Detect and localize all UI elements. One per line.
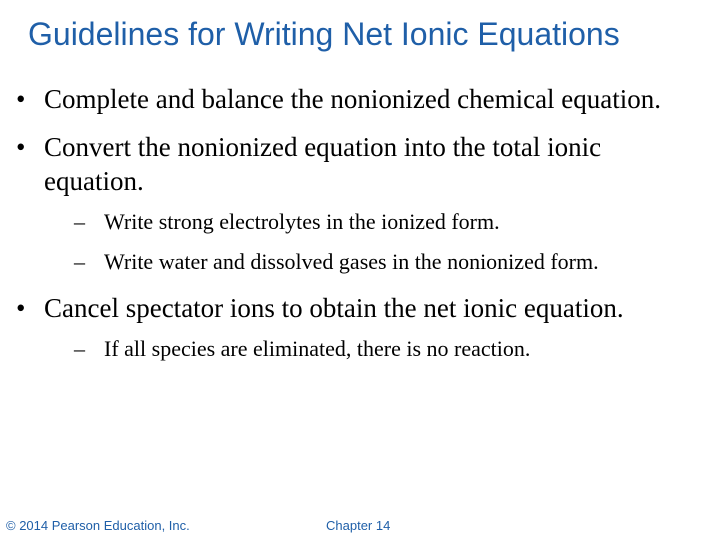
- sub-bullet-item: [74, 206, 706, 237]
- sub-bullet-text: Write water and dissolved gases in the nonionized form.: [104, 249, 599, 274]
- dash-icon: –: [74, 336, 85, 361]
- bullet-item: [16, 82, 706, 116]
- bullet-text: Convert the nonionized equation into the total ionic equation.: [44, 132, 602, 196]
- dash-icon: –: [74, 249, 85, 274]
- sub-bullet-list: [44, 206, 706, 277]
- footer-chapter: Chapter 14: [326, 518, 391, 533]
- sub-bullet-list: [44, 333, 706, 364]
- bullet-text: Complete and balance the nonionized chemical equation.: [44, 84, 662, 114]
- sub-bullet-item: [74, 333, 706, 364]
- bullet-list: [16, 82, 706, 378]
- bullet-item: [16, 291, 706, 364]
- bullet-text: Cancel spectator ions to obtain the net ionic equation.: [44, 293, 624, 323]
- bullet-icon: •: [16, 132, 26, 162]
- dash-icon: –: [74, 209, 85, 234]
- sub-bullet-item: [74, 246, 706, 277]
- bullet-icon: •: [16, 293, 26, 323]
- sub-bullet-text: Write strong electrolytes in the ionized form.: [104, 209, 500, 234]
- sub-bullet-text: If all species are eliminated, there is no reaction.: [104, 336, 531, 361]
- footer-copyright: © 2014 Pearson Education, Inc.: [6, 518, 190, 533]
- bullet-icon: •: [16, 84, 26, 114]
- bullet-item: [16, 130, 706, 277]
- slide-title: Guidelines for Writing Net Ionic Equations: [28, 16, 620, 52]
